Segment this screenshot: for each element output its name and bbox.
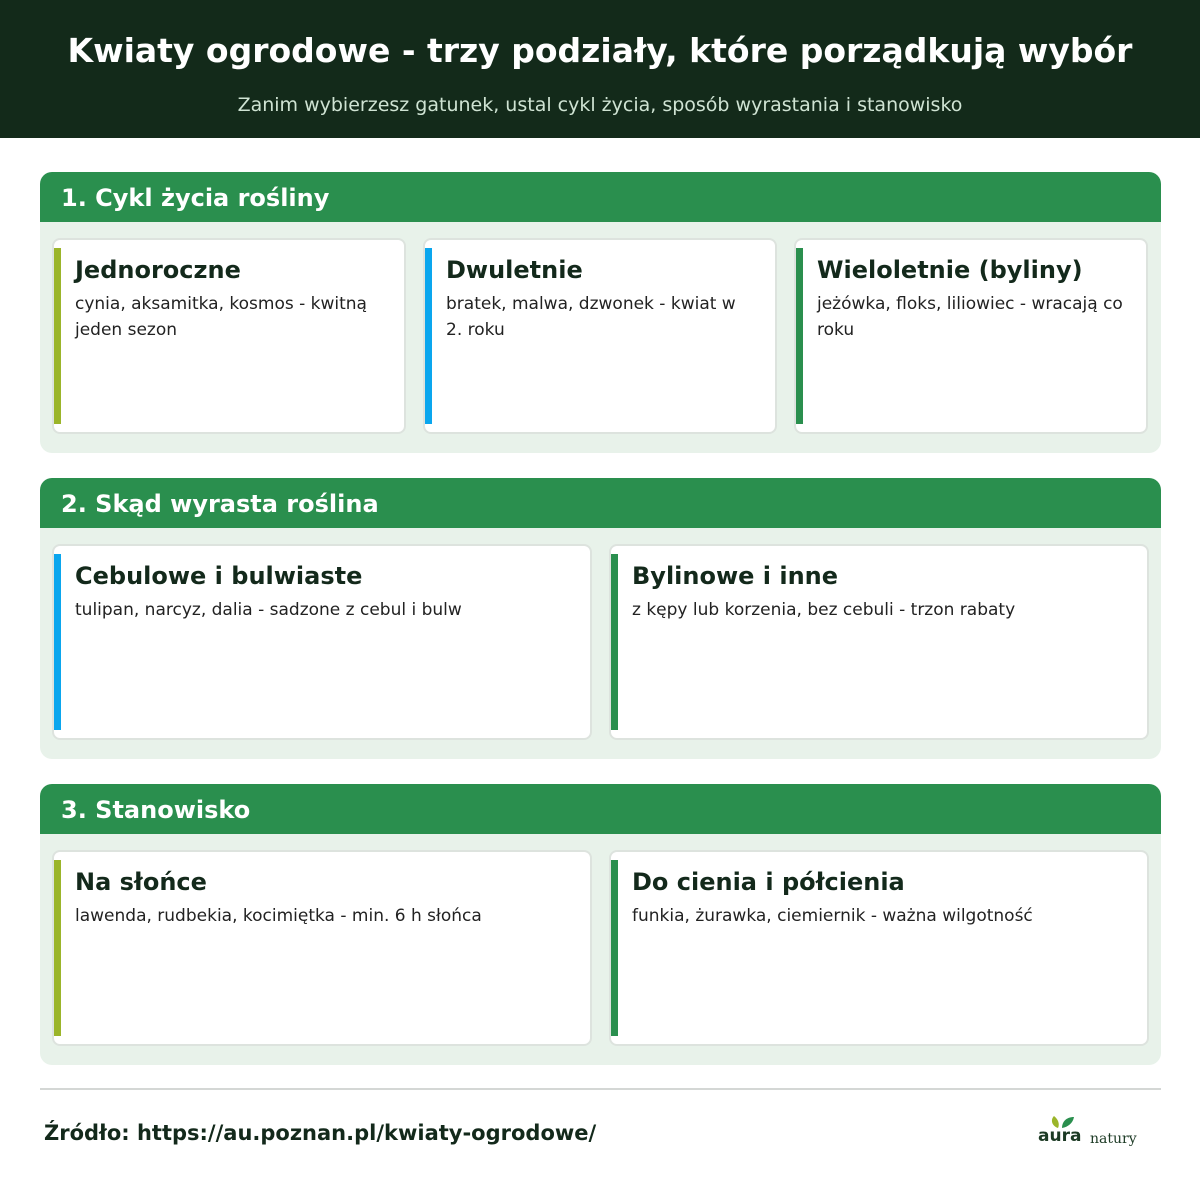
card-annual: [52, 238, 406, 434]
accent-bar: [611, 554, 618, 730]
section-title: 1. Cykl życia rośliny: [61, 184, 330, 212]
logo-sub-text: natury: [1090, 1131, 1137, 1147]
card-bulbous: [52, 544, 592, 740]
card-text: funkia, żurawka, ciemiernik - ważna wilgotność: [632, 906, 1033, 926]
card-text: z kępy lub korzenia, bez cebuli - trzon rabaty: [632, 600, 1016, 620]
source-link[interactable]: Źródło: https://au.poznan.pl/kwiaty-ogrodowe/: [44, 1121, 597, 1145]
page-title: Kwiaty ogrodowe - trzy podziały, które porządkują wybór: [67, 31, 1133, 70]
page-subtitle: Zanim wybierzesz gatunek, ustal cykl życia, sposób wyrastania i stanowisko: [237, 94, 963, 116]
brand-logo: [1036, 1116, 1136, 1152]
logo-main-text: aura: [1038, 1126, 1082, 1146]
section-title: 3. Stanowisko: [61, 796, 251, 824]
card-perennial: [794, 238, 1148, 434]
card-title: Cebulowe i bulwiaste: [75, 562, 363, 590]
header-banner: [0, 0, 1200, 138]
card-herbaceous: [609, 544, 1149, 740]
section-body: [40, 222, 1161, 453]
section-header: [40, 478, 1161, 528]
card-text: lawenda, rudbekia, kocimiętka - min. 6 h słońca: [75, 906, 482, 926]
footer-divider: [40, 1088, 1161, 1090]
card-text: jeżówka, floks, liliowiec - wracają co roku: [817, 294, 1123, 340]
card-biennial: [423, 238, 777, 434]
card-text: tulipan, narcyz, dalia - sadzone z cebul i bulw: [75, 600, 462, 620]
accent-bar: [54, 248, 61, 424]
card-title: Dwuletnie: [446, 256, 583, 284]
card-text: bratek, malwa, dzwonek - kwiat w 2. roku: [446, 294, 736, 340]
section-header: [40, 172, 1161, 222]
accent-bar: [425, 248, 432, 424]
card-title: Na słońce: [75, 868, 207, 896]
section-body: [40, 834, 1161, 1065]
accent-bar: [54, 554, 61, 730]
card-title: Wieloletnie (byliny): [817, 256, 1083, 284]
section-header: [40, 784, 1161, 834]
card-title: Jednoroczne: [75, 256, 241, 284]
card-shade: [609, 850, 1149, 1046]
card-title: Do cienia i półcienia: [632, 868, 905, 896]
section-body: [40, 528, 1161, 759]
accent-bar: [611, 860, 618, 1036]
section-position: [40, 784, 1161, 1065]
accent-bar: [796, 248, 803, 424]
section-title: 2. Skąd wyrasta roślina: [61, 490, 379, 518]
accent-bar: [54, 860, 61, 1036]
card-text: cynia, aksamitka, kosmos - kwitną jeden sezon: [75, 294, 367, 340]
card-sun: [52, 850, 592, 1046]
section-life-cycle: [40, 172, 1161, 453]
card-title: Bylinowe i inne: [632, 562, 839, 590]
section-growth-origin: [40, 478, 1161, 759]
